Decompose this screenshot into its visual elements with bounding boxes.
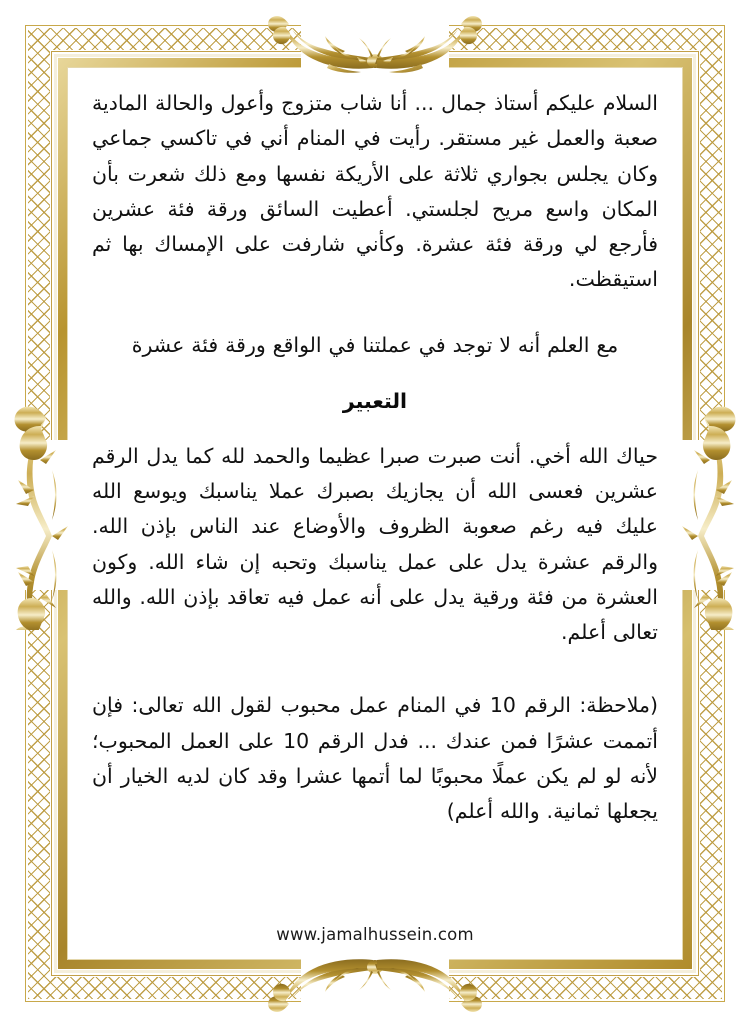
spacer: [92, 413, 658, 439]
interpretation-heading: التعبير: [342, 388, 408, 413]
ornament-mask-top: [301, 20, 449, 76]
closing-note-paragraph: (ملاحظة: الرقم 10 في المنام عمل محبوب لقول الله تعالى: فإن أتممت عشرًا فمن عندك ... فدل الرقم 10 على العمل المحبوب؛ لأنه لو لم يكن عملًا محبوبًا لما أتمها عشرا وقد كان لديه الخيار أن يجعلها ثمانية. والله أعلم): [92, 693, 658, 823]
document-content: [92, 86, 658, 829]
ornament-mask-right: [672, 440, 728, 590]
ornament-mask-bottom: [301, 952, 449, 1008]
currency-note-line: مع العلم أنه لا توجد في عملتنا في الواقع ورقة فئة عشرة: [131, 332, 619, 357]
spacer: [92, 363, 658, 389]
answer-paragraph: حياك الله أخي. أنت صبرت صبرا عظيما والحمد لله كما يدل الرقم عشرين فعسى الله أن يجازيك بصبرك عملا يناسبك ويوسع الله عليك فيه رغم صعوبة الظروف والأوضاع عند الناس بإذن الله. والرقم عشرة يدل على عمل يناسبك وتحبه إن شاء الله. وكون العشرة من فئة ورقية يدل على أنه عمل فيه تعاقد بإذن الله. والله تعالى أعلم.: [92, 443, 658, 644]
spacer: [92, 298, 658, 328]
spacer: [92, 650, 658, 688]
ornament-mask-left: [22, 440, 78, 590]
website-footer[interactable]: www.jamalhussein.com: [276, 925, 474, 944]
question-paragraph: السلام عليكم أستاذ جمال ... أنا شاب متزوج وأعول والحالة المادية صعبة والعمل غير مستقر. رأيت في المنام أني في تاكسي جماعي وكان يجلس بجواري ثلاثة على الأريكة نفسها ومع ذلك شعرت بأن المكان واسع مريح لجلستي. أعطيت السائق ورقة فئة عشرين فأرجع لي ورقة فئة عشرة. وكأني شارفت على الإمساك بها ثم استيقظت.: [92, 91, 658, 292]
